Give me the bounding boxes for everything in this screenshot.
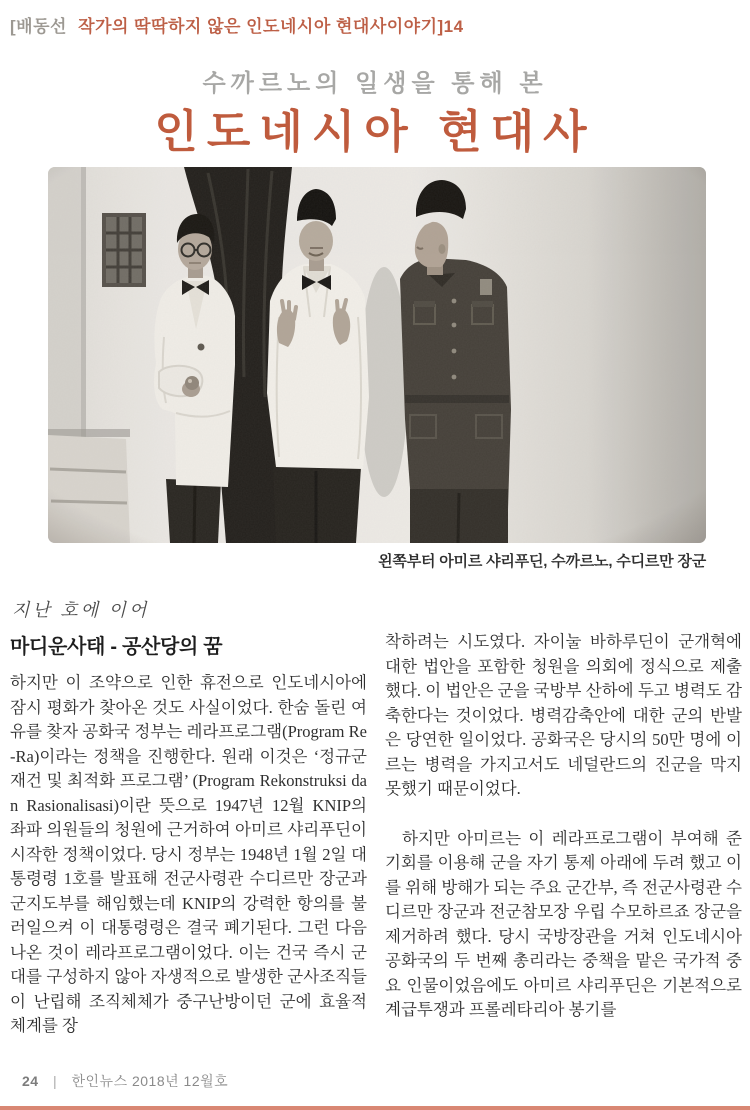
photo-sukarno-group: [48, 167, 706, 543]
body-paragraph: 하지만 이 조약으로 인한 휴전으로 인도네시아에 잠시 평화가 찾아온 것도 사실이었다. 한숨 돌린 여유를 찾자 공화국 정부는 레라프로그램(Program Re-Ra)이라는 정책을 진행한다. 원래 이것은 ‘정규군 재건 및 최적화 프로그램’ (Program Rekonstruksi dan Rasionalisasi)이란 뜻으로 1947년 12월 KNIP의 좌파 의원들의 청원에 근거하여 아미르 샤리푸딘이 시작한 정책이었다. 당시 정부는 1948년 1월 2일 대통령령 1호를 발표해 전군사령관 수디르만 장군과 군지도부를 해임했는데 KNIP의 강력한 항의를 불러일으켜 이 대통령령은 결국 폐기된다. 그런 다음 나온 것이 레라프로그램이었다. 이는 건국 즉시 군대를 구성하지 않아 자생적으로 발생한 군사조직들이 난립해 조직체체가 중구난방이던 군에 효율적 체계를 장: [10, 673, 367, 1035]
issue-label: 한인뉴스 2018년 12월호: [71, 1073, 229, 1089]
column-left: [10, 628, 367, 1039]
page-subtitle: 수까르노의 일생을 통해 본: [202, 70, 548, 97]
page-number: 24: [22, 1073, 39, 1089]
series-header: [10, 12, 464, 37]
photo-illustration: [48, 167, 706, 543]
article-body: [10, 628, 742, 1039]
lead-in-note: 지난 호에 이어: [12, 600, 150, 620]
section-heading: 마디운사태 - 공산당의 꿈: [10, 636, 223, 658]
body-paragraph: 하지만 아미르는 이 레라프로그램이 부여해 준 기회를 이용해 군을 자기 통제 아래에 두려 했고 이를 위해 방해가 되는 주요 군간부, 즉 전군사령관 수디르만 장군과 전군참모장 우립 수모하르죠 장군을 제거하려 했다. 당시 국방장관을 거쳐 인도네시아 공화국의 두 번째 총리라는 중책을 맡은 국가적 중요 인물이었음에도 아미르 샤리푸딘은 기본적으로 계급투쟁과 프롤레타리아 봉기를: [385, 828, 742, 1019]
column-right: [385, 628, 742, 1039]
bottom-accent-bar: [0, 1106, 750, 1110]
body-paragraph: 착하려는 시도였다. 자이눌 바하루딘이 군개혁에 대한 법안을 포함한 청원을 의회에 정식으로 제출했다. 이 법안은 군을 국방부 산하에 두고 병력도 감축한다는 것이었다. 병력감축안에 대한 군의 반발은 당연한 일이었다. 공화국은 당시의 50만 명에 이르는 병력을 가지고서도 네덜란드의 진군을 막지 못했기 때문이었다.: [385, 632, 742, 798]
page-title: 인도네시아 현대사: [154, 106, 596, 157]
series-author-name: [배동선: [10, 17, 67, 36]
footer-separator: |: [52, 1073, 58, 1089]
series-title-text: 작가의 딱딱하지 않은 인도네시아 현대사이야기]14: [78, 17, 464, 36]
page-footer: [22, 1071, 228, 1091]
photo-caption: 왼쪽부터 아미르 샤리푸딘, 수까르노, 수디르만 장군: [378, 553, 706, 570]
